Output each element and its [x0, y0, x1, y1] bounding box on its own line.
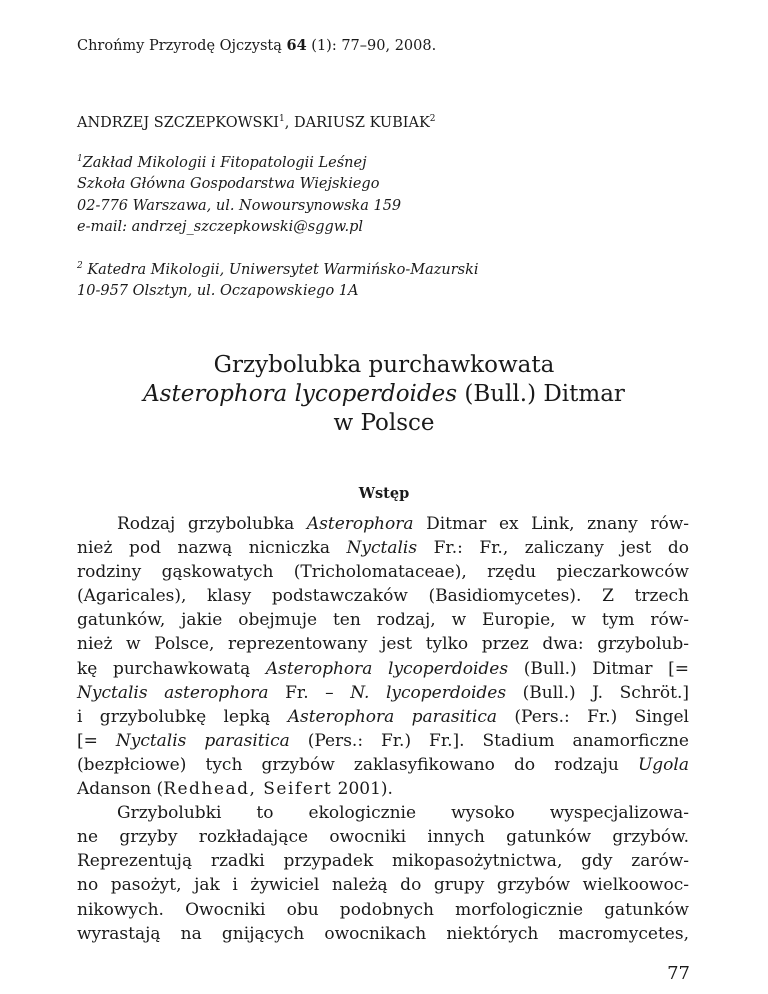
- title-line-1: Grzybolubka purchawkowata: [213, 352, 555, 378]
- affiliation-2-sup: 2: [77, 261, 83, 272]
- body-line: [= Nyctalis parasitica (Pers.: Fr.) Fr.]. Stadium anamorficzne: [77, 730, 689, 751]
- affiliation-1-line-2: Szkoła Główna Gospodarstwa Wiejskiego: [77, 176, 380, 192]
- body-line: Reprezentują rzadki przypadek mikopasożytnictwa, gdy zarów-: [77, 851, 689, 872]
- body-line: Adanson (Redhead, Seifert 2001).: [77, 779, 393, 800]
- affiliation-1-text: Zakład Mikologii i Fitopatologii Leśnej: [82, 155, 367, 171]
- body-line: (Agaricales), klasy podstawczaków (Basidiomycetes). Z trzech: [77, 586, 689, 607]
- author-1-sup: 1: [279, 114, 285, 125]
- body-line: wyrastają na gnijących owocnikach niektórych macromycetes,: [77, 923, 689, 944]
- body-line: i grzybolubkę lepką Asterophora parasitica (Pers.: Fr.) Singel: [77, 706, 689, 727]
- affiliation-2-line-1: [77, 262, 479, 278]
- author-1: ANDRZEJ SZCZEPKOWSKI: [77, 115, 280, 131]
- body-line: gatunków, jakie obejmuje ten rodzaj, w Europie, w tym rów-: [77, 610, 689, 631]
- body-line: (bezpłciowe) tych grzybów zaklasyfikowano do rodzaju Ugola: [77, 754, 689, 775]
- title-authority: (Bull.) Ditmar: [457, 381, 625, 407]
- body-line: nikowych. Owocniki obu podobnych morfologicznie gatunków: [77, 899, 689, 920]
- author-separator: ,: [284, 115, 294, 131]
- affiliation-1-email: e-mail: andrzej_szczepkowski@sggw.pl: [77, 219, 364, 235]
- journal-volume: 64: [286, 37, 307, 54]
- affiliation-1-sup: 1: [77, 154, 83, 165]
- section-heading: Wstęp: [358, 485, 410, 502]
- citation-authors: Redhead, Seifert: [163, 779, 333, 800]
- body-line: ne grzyby rozkładające owocniki innych gatunków grzybów.: [77, 827, 689, 848]
- body-line: Nyctalis asterophora Fr. – N. lycoperdoides (Bull.) J. Schröt.]: [77, 682, 689, 703]
- body-line: nież pod nazwą nicniczka Nyctalis Fr.: Fr., zaliczany jest do: [77, 538, 689, 559]
- author-2-sup: 2: [429, 114, 436, 125]
- body-text: [77, 512, 689, 946]
- body-line: Rodzaj grzybolubka Asterophora Ditmar ex Link, znany rów-: [117, 514, 690, 534]
- affiliation-1-line-3: 02-776 Warszawa, ul. Nowoursynowska 159: [77, 198, 402, 214]
- journal-citation: [77, 37, 436, 54]
- title-line-3: w Polsce: [333, 410, 435, 436]
- body-line: nież w Polsce, reprezentowany jest tylko przez dwa: grzybolub-: [77, 634, 689, 655]
- title-line-2: [0, 381, 768, 407]
- journal-issue: (1): 77–90, 2008.: [306, 38, 437, 54]
- author-2: DARIUSZ KUBIAK: [293, 115, 430, 131]
- page-number: 77: [667, 963, 690, 984]
- journal-name: Chrońmy Przyrodę Ojczystą: [77, 38, 282, 54]
- body-line: rodziny gąskowatych (Tricholomataceae), rzędu pieczarkowców: [77, 562, 689, 583]
- author-list: [77, 115, 436, 131]
- title-species: Asterophora lycoperdoides: [143, 381, 458, 407]
- affiliation-2-text: Katedra Mikologii, Uniwersytet Warmińsko-Mazurski: [87, 262, 479, 278]
- affiliation-1-line-1: [77, 155, 367, 171]
- body-line: kę purchawkowatą Asterophora lycoperdoides (Bull.) Ditmar [=: [77, 658, 690, 679]
- body-line: no pasożyt, jak i żywiciel należą do grupy grzybów wielkoowoc-: [77, 875, 689, 896]
- body-line: Grzybolubki to ekologicznie wysoko wyspecjalizowa-: [117, 803, 689, 824]
- affiliation-2-line-2: 10-957 Olsztyn, ul. Oczapowskiego 1A: [77, 283, 359, 299]
